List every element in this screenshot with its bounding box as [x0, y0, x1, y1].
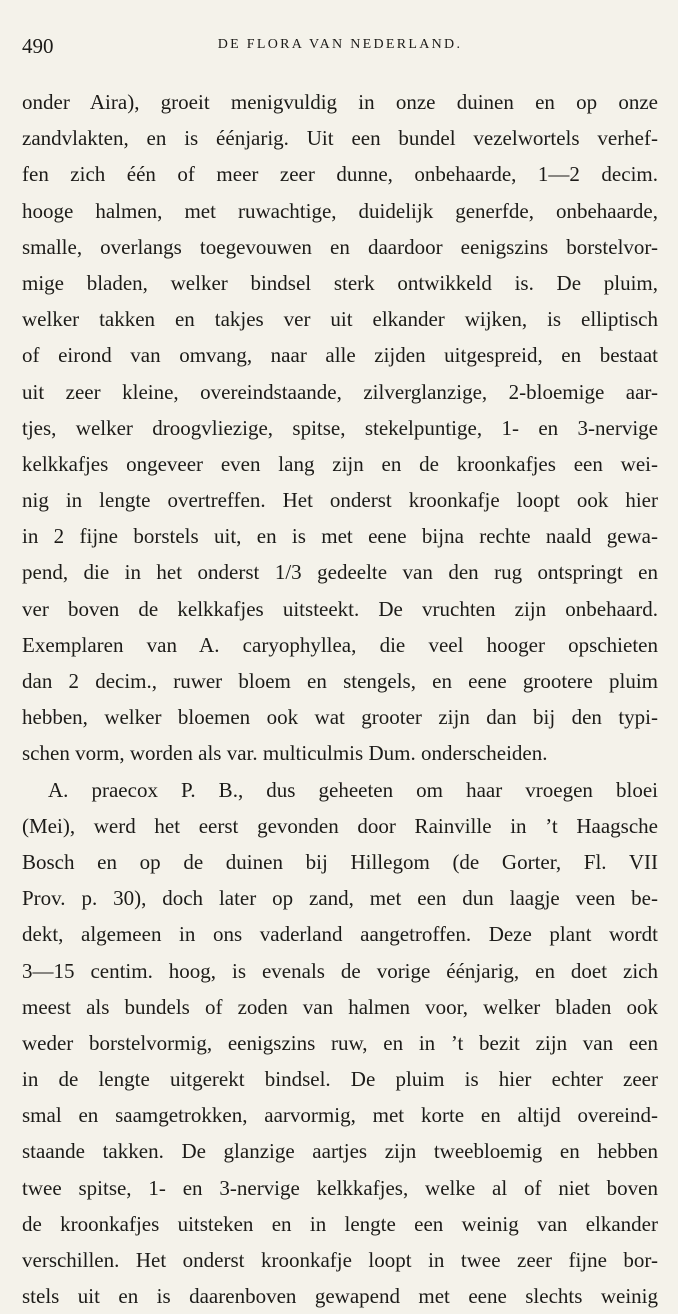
- text-line: nig in lengte overtreffen. Het onderst kroonkafje loopt ook hier: [22, 488, 658, 513]
- text-line: hebben, welker bloemen ook wat grooter zijn dan bij den typi-: [22, 705, 658, 730]
- body-text: [22, 84, 658, 1314]
- text-line: weder borstelvormig, eenigszins ruw, en in ’t bezit zijn van een: [22, 1030, 658, 1055]
- text-line: meest als bundels of zoden van halmen voor, welker bladen ook: [22, 994, 658, 1019]
- text-line: Prov. p. 30), doch later op zand, met een dun laagje veen be-: [22, 886, 658, 911]
- text-line: Exemplaren van A. caryophyllea, die veel hooger opschieten: [22, 632, 658, 657]
- text-line: smalle, overlangs toegevouwen en daardoor eenigszins borstelvor-: [22, 234, 658, 259]
- text-line: schen vorm, worden als var. multiculmis Dum. onderscheiden.: [22, 741, 548, 766]
- text-line: fen zich één of meer zeer dunne, onbehaarde, 1—2 decim.: [22, 162, 658, 187]
- text-line: pend, die in het onderst 1/3 gedeelte van den rug ontspringt en: [22, 560, 658, 585]
- text-line: twee spitse, 1- en 3-nervige kelkkafjes, welke al of niet boven: [22, 1175, 658, 1200]
- text-line: (Mei), werd het eerst gevonden door Rainville in ’t Haagsche: [22, 813, 658, 838]
- running-title: DE FLORA VAN NEDERLAND.: [217, 37, 463, 52]
- text-line: dekt, algemeen in ons vaderland aangetroffen. Deze plant wordt: [22, 922, 658, 947]
- text-line: verschillen. Het onderst kroonkafje loopt in twee zeer fijne bor-: [22, 1248, 658, 1272]
- text-line: onder Aira), groeit menigvuldig in onze duinen en op onze: [22, 90, 658, 114]
- text-line: hooge halmen, met ruwachtige, duidelijk generfde, onbehaarde,: [22, 198, 658, 223]
- page-number: 490: [22, 34, 54, 58]
- text-line: mige bladen, welker bindsel sterk ontwikkeld is. De pluim,: [22, 270, 658, 295]
- text-line: dan 2 decim., ruwer bloem en stengels, en eene grootere pluim: [22, 669, 658, 693]
- text-line: Bosch en op de duinen bij Hillegom (de Gorter, Fl. VII: [22, 849, 658, 874]
- text-line: stels uit en is daarenboven gewapend met eene slechts weinig: [22, 1284, 658, 1309]
- text-line: ver boven de kelkkafjes uitsteekt. De vruchten zijn onbehaard.: [22, 596, 658, 621]
- text-line: tjes, welker droogvliezige, spitse, stekelpuntige, 1- en 3-nervige: [22, 415, 658, 440]
- page-header: [22, 34, 658, 60]
- text-line: 3—15 centim. hoog, is evenals de vorige éénjarig, en doet zich: [22, 958, 658, 983]
- text-line: de kroonkafjes uitsteken en in lengte een weinig van elkander: [22, 1211, 658, 1236]
- text-line: in de lengte uitgerekt bindsel. De pluim is hier echter zeer: [22, 1067, 658, 1092]
- text-line: welker takken en takjes ver uit elkander wijken, is elliptisch: [22, 307, 658, 332]
- text-line: A. praecox P. B., dus geheeten om haar vroegen bloei: [48, 777, 658, 802]
- text-line: staande takken. De glanzige aartjes zijn tweebloemig en hebben: [22, 1139, 658, 1164]
- text-line: zandvlakten, en is éénjarig. Uit een bundel vezelwortels verhef-: [22, 126, 658, 151]
- text-line: smal en saamgetrokken, aarvormig, met korte en altijd overeind-: [22, 1103, 658, 1128]
- text-line: kelkkafjes ongeveer even lang zijn en de kroonkafjes een wei-: [22, 451, 658, 476]
- text-line: in 2 fijne borstels uit, en is met eene bijna rechte naald gewa-: [22, 524, 658, 549]
- text-line: uit zeer kleine, overeindstaande, zilverglanzige, 2-bloemige aar-: [22, 379, 658, 404]
- text-line: of eirond van omvang, naar alle zijden uitgespreid, en bestaat: [22, 343, 658, 368]
